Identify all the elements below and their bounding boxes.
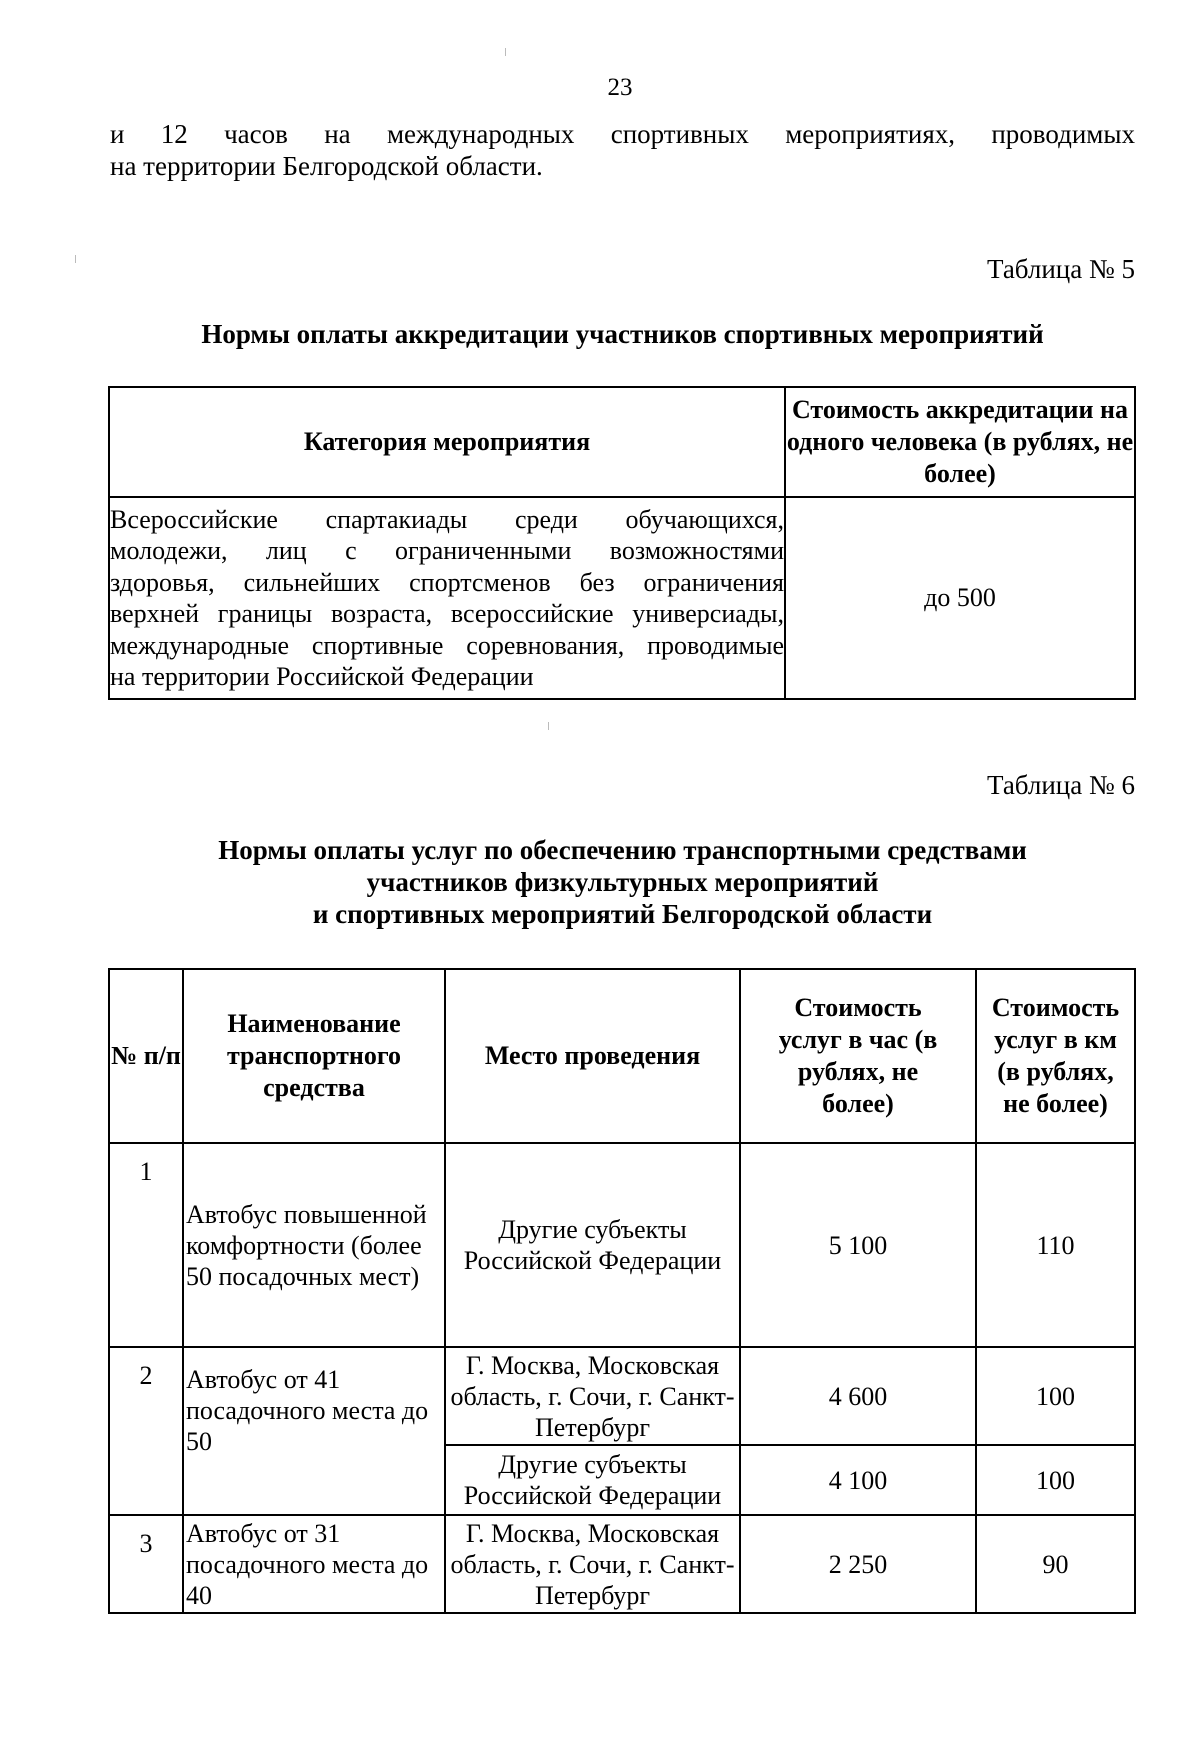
row-number: 3 <box>109 1515 183 1613</box>
cost-per-hour: 2 250 <box>740 1515 976 1613</box>
venue: Г. Москва, Московская область, г. Сочи, г. Санкт-Петербург <box>445 1347 740 1445</box>
venue: Другие субъекты Российской Федерации <box>445 1143 740 1347</box>
cost-per-hour: 5 100 <box>740 1143 976 1347</box>
vehicle-name: Автобус от 31 посадочного места до 40 <box>183 1515 445 1613</box>
table-header-row <box>109 969 1135 1143</box>
table-row <box>109 1143 1135 1347</box>
cost-per-km: 100 <box>976 1445 1135 1515</box>
row-number: 1 <box>109 1143 183 1347</box>
cost-per-km: 110 <box>976 1143 1135 1347</box>
transport-table <box>108 968 1136 1614</box>
table5-title: Нормы оплаты аккредитации участников спортивных мероприятий <box>201 319 1044 349</box>
cost-per-hour: 4 600 <box>740 1347 976 1445</box>
title-line: Нормы оплаты услуг по обеспечению транспортными средствами <box>218 835 1027 865</box>
header-name: Наименование транспортного средства <box>183 969 445 1143</box>
header-category: Категория мероприятия <box>109 387 785 497</box>
description-line: Всероссийские спартакиады среди обучающихся, <box>110 504 784 534</box>
header-num: № п/п <box>109 969 183 1143</box>
table6-label: Таблица № 6 <box>987 770 1135 800</box>
event-category-description <box>109 497 785 699</box>
venue: Г. Москва, Московская область, г. Сочи, г. Санкт-Петербург <box>445 1515 740 1613</box>
description-line: международные спортивные соревнования, проводимые <box>110 630 784 660</box>
intro-line: на территории Белгородской области. <box>110 151 543 181</box>
title-line: участников физкультурных мероприятий <box>366 867 879 897</box>
vehicle-name: Автобус повышенной комфортности (более 50 посадочных мест) <box>183 1143 445 1347</box>
cost-per-hour: 4 100 <box>740 1445 976 1515</box>
table-row <box>109 497 1135 699</box>
intro-line: и 12 часов на международных спортивных мероприятиях, проводимых <box>110 119 1135 149</box>
table5-label: Таблица № 5 <box>987 254 1135 284</box>
table-header-row <box>109 387 1135 497</box>
accreditation-table <box>108 386 1136 700</box>
scan-speck <box>75 255 76 263</box>
scan-speck <box>548 722 549 730</box>
description-line: верхней границы возраста, всероссийские универсиады, <box>110 599 784 628</box>
table-row <box>109 1515 1135 1613</box>
page-number: 23 <box>607 74 633 101</box>
title-line: и спортивных мероприятий Белгородской области <box>312 899 933 929</box>
header-cost-hour: Стоимость услуг в час (в рублях, не более) <box>740 969 976 1143</box>
table6-title <box>0 834 1200 930</box>
header-cost: Стоимость аккредитации на одного человека (в рублях, не более) <box>785 387 1135 497</box>
description-line: молодежи, лиц с ограниченными возможностями <box>110 536 784 565</box>
description-line: на территории Российской Федерации <box>110 662 534 691</box>
cost-per-km: 90 <box>976 1515 1135 1613</box>
vehicle-name: Автобус от 41 посадочного места до 50 <box>183 1347 445 1515</box>
row-number: 2 <box>109 1347 183 1515</box>
venue: Другие субъекты Российской Федерации <box>445 1445 740 1515</box>
description-line: здоровья, сильнейших спортсменов без ограничения <box>110 567 784 597</box>
cost-per-km: 100 <box>976 1347 1135 1445</box>
scan-speck <box>505 48 506 56</box>
header-cost-km: Стоимость услуг в км (в рублях, не более) <box>976 969 1135 1143</box>
table-row <box>109 1347 1135 1445</box>
accreditation-cost: до 500 <box>785 497 1135 699</box>
intro-paragraph <box>110 118 1135 182</box>
header-place: Место проведения <box>445 969 740 1143</box>
